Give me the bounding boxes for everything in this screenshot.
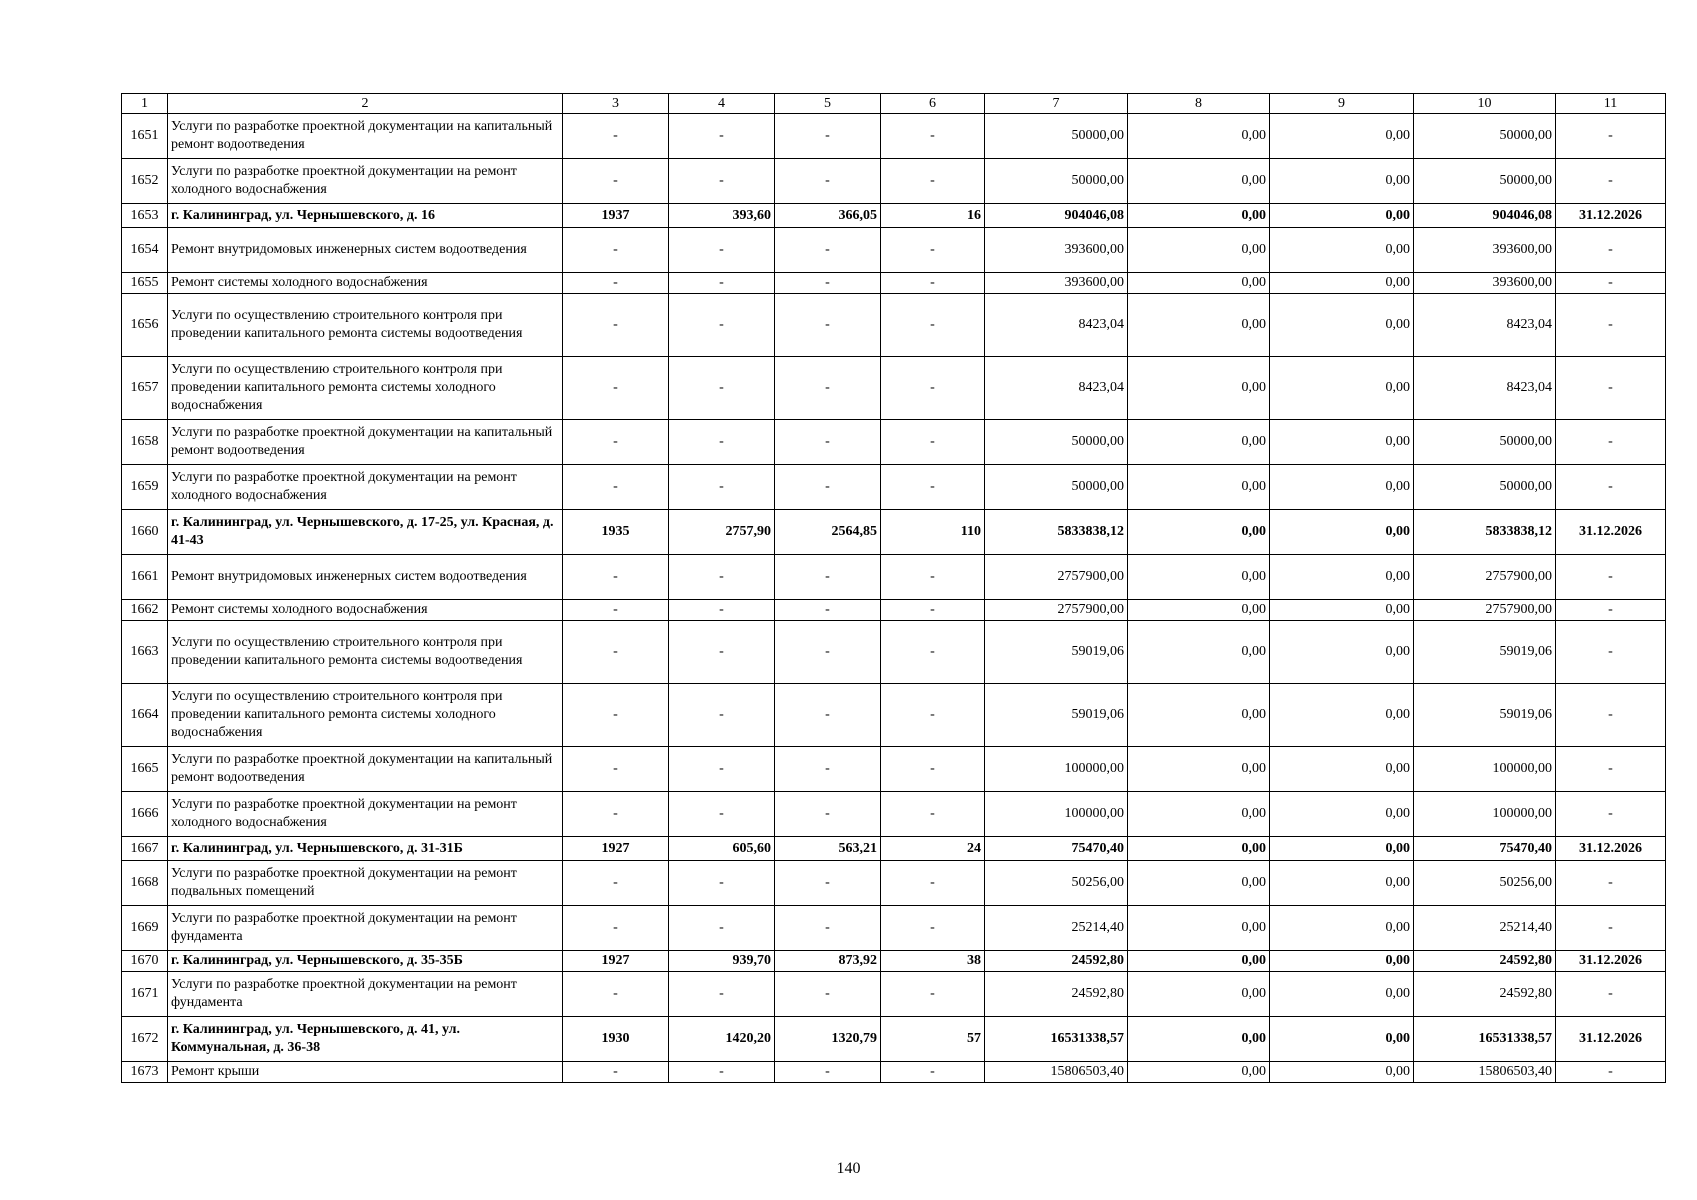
budget-cost-cell: 0,00: [1270, 600, 1414, 621]
year-cell: 1927: [563, 951, 669, 972]
total-cost-cell: 393600,00: [985, 228, 1128, 273]
budget-cost-cell: 0,00: [1270, 792, 1414, 837]
row-number-cell: 1658: [122, 420, 168, 465]
fund-cost-cell: 0,00: [1128, 510, 1270, 555]
owner-cost-cell: 50000,00: [1414, 114, 1556, 159]
area-cell: -: [669, 465, 775, 510]
work-description-cell: Услуги по осуществлению строительного контроля при проведении капитального ремонта системы холодного водоснабжения: [168, 357, 563, 420]
budget-cost-cell: 0,00: [1270, 906, 1414, 951]
area-cell: -: [669, 114, 775, 159]
residents-cell: 38: [881, 951, 985, 972]
total-cost-cell: 100000,00: [985, 747, 1128, 792]
total-cost-cell: 393600,00: [985, 273, 1128, 294]
total-cost-cell: 16531338,57: [985, 1017, 1128, 1062]
living-area-cell: -: [775, 294, 881, 357]
deadline-cell: -: [1556, 465, 1666, 510]
total-cost-cell: 59019,06: [985, 684, 1128, 747]
address-row: [122, 951, 1666, 972]
column-number-header-row: [122, 94, 1666, 114]
address-cell: г. Калининград, ул. Чернышевского, д. 41, ул. Коммунальная, д. 36-38: [168, 1017, 563, 1062]
year-cell: -: [563, 420, 669, 465]
residents-cell: -: [881, 294, 985, 357]
residents-cell: -: [881, 273, 985, 294]
work-description-cell: Услуги по разработке проектной документации на ремонт фундамента: [168, 972, 563, 1017]
area-cell: -: [669, 159, 775, 204]
area-cell: -: [669, 1062, 775, 1083]
budget-cost-cell: 0,00: [1270, 861, 1414, 906]
work-item-row: [122, 420, 1666, 465]
deadline-cell: 31.12.2026: [1556, 837, 1666, 861]
year-cell: -: [563, 465, 669, 510]
work-description-cell: Услуги по разработке проектной документации на капитальный ремонт водоотведения: [168, 114, 563, 159]
area-cell: -: [669, 906, 775, 951]
living-area-cell: 2564,85: [775, 510, 881, 555]
fund-cost-cell: 0,00: [1128, 861, 1270, 906]
residents-cell: -: [881, 600, 985, 621]
living-area-cell: -: [775, 273, 881, 294]
row-number-cell: 1664: [122, 684, 168, 747]
residents-cell: -: [881, 972, 985, 1017]
column-header: 5: [775, 94, 881, 114]
residents-cell: -: [881, 357, 985, 420]
year-cell: -: [563, 357, 669, 420]
row-number-cell: 1671: [122, 972, 168, 1017]
living-area-cell: 366,05: [775, 204, 881, 228]
total-cost-cell: 8423,04: [985, 294, 1128, 357]
deadline-cell: -: [1556, 357, 1666, 420]
work-item-row: [122, 159, 1666, 204]
total-cost-cell: 24592,80: [985, 951, 1128, 972]
repair-program-table: [121, 93, 1666, 1083]
residents-cell: -: [881, 114, 985, 159]
fund-cost-cell: 0,00: [1128, 159, 1270, 204]
work-description-cell: Ремонт крыши: [168, 1062, 563, 1083]
living-area-cell: 563,21: [775, 837, 881, 861]
residents-cell: -: [881, 228, 985, 273]
owner-cost-cell: 24592,80: [1414, 972, 1556, 1017]
column-header: 10: [1414, 94, 1556, 114]
owner-cost-cell: 50000,00: [1414, 159, 1556, 204]
column-header: 11: [1556, 94, 1666, 114]
deadline-cell: -: [1556, 228, 1666, 273]
page-number: 140: [836, 1160, 861, 1177]
work-item-row: [122, 861, 1666, 906]
year-cell: 1927: [563, 837, 669, 861]
deadline-cell: -: [1556, 600, 1666, 621]
owner-cost-cell: 50256,00: [1414, 861, 1556, 906]
total-cost-cell: 50000,00: [985, 114, 1128, 159]
living-area-cell: -: [775, 906, 881, 951]
total-cost-cell: 50000,00: [985, 159, 1128, 204]
row-number-cell: 1666: [122, 792, 168, 837]
living-area-cell: -: [775, 972, 881, 1017]
deadline-cell: -: [1556, 159, 1666, 204]
work-item-row: [122, 465, 1666, 510]
address-row: [122, 1017, 1666, 1062]
address-row: [122, 510, 1666, 555]
total-cost-cell: 75470,40: [985, 837, 1128, 861]
living-area-cell: 1320,79: [775, 1017, 881, 1062]
address-cell: г. Калининград, ул. Чернышевского, д. 35-35Б: [168, 951, 563, 972]
budget-cost-cell: 0,00: [1270, 273, 1414, 294]
fund-cost-cell: 0,00: [1128, 600, 1270, 621]
column-header: 2: [168, 94, 563, 114]
address-cell: г. Калининград, ул. Чернышевского, д. 17-25, ул. Красная, д. 41-43: [168, 510, 563, 555]
living-area-cell: -: [775, 114, 881, 159]
year-cell: -: [563, 294, 669, 357]
residents-cell: 16: [881, 204, 985, 228]
fund-cost-cell: 0,00: [1128, 747, 1270, 792]
living-area-cell: -: [775, 555, 881, 600]
year-cell: 1930: [563, 1017, 669, 1062]
living-area-cell: -: [775, 420, 881, 465]
budget-cost-cell: 0,00: [1270, 465, 1414, 510]
budget-cost-cell: 0,00: [1270, 510, 1414, 555]
area-cell: -: [669, 861, 775, 906]
row-number-cell: 1651: [122, 114, 168, 159]
column-header: 4: [669, 94, 775, 114]
residents-cell: 110: [881, 510, 985, 555]
budget-cost-cell: 0,00: [1270, 747, 1414, 792]
total-cost-cell: 904046,08: [985, 204, 1128, 228]
fund-cost-cell: 0,00: [1128, 273, 1270, 294]
column-header: 6: [881, 94, 985, 114]
living-area-cell: -: [775, 465, 881, 510]
total-cost-cell: 2757900,00: [985, 600, 1128, 621]
deadline-cell: -: [1556, 684, 1666, 747]
area-cell: -: [669, 792, 775, 837]
row-number-cell: 1656: [122, 294, 168, 357]
budget-cost-cell: 0,00: [1270, 684, 1414, 747]
work-description-cell: Услуги по разработке проектной документации на ремонт подвальных помещений: [168, 861, 563, 906]
area-cell: 939,70: [669, 951, 775, 972]
area-cell: -: [669, 600, 775, 621]
row-number-cell: 1659: [122, 465, 168, 510]
fund-cost-cell: 0,00: [1128, 1062, 1270, 1083]
address-cell: г. Калининград, ул. Чернышевского, д. 16: [168, 204, 563, 228]
budget-cost-cell: 0,00: [1270, 204, 1414, 228]
area-cell: -: [669, 621, 775, 684]
work-item-row: [122, 684, 1666, 747]
budget-cost-cell: 0,00: [1270, 1017, 1414, 1062]
area-cell: -: [669, 228, 775, 273]
budget-cost-cell: 0,00: [1270, 420, 1414, 465]
work-item-row: [122, 621, 1666, 684]
work-description-cell: Услуги по разработке проектной документации на капитальный ремонт водоотведения: [168, 747, 563, 792]
living-area-cell: 873,92: [775, 951, 881, 972]
residents-cell: -: [881, 420, 985, 465]
work-description-cell: Услуги по разработке проектной документации на ремонт холодного водоснабжения: [168, 792, 563, 837]
column-header: 9: [1270, 94, 1414, 114]
owner-cost-cell: 50000,00: [1414, 465, 1556, 510]
deadline-cell: -: [1556, 555, 1666, 600]
total-cost-cell: 2757900,00: [985, 555, 1128, 600]
living-area-cell: -: [775, 1062, 881, 1083]
owner-cost-cell: 2757900,00: [1414, 600, 1556, 621]
budget-cost-cell: 0,00: [1270, 1062, 1414, 1083]
year-cell: -: [563, 792, 669, 837]
residents-cell: 24: [881, 837, 985, 861]
row-number-cell: 1670: [122, 951, 168, 972]
work-description-cell: Ремонт внутридомовых инженерных систем водоотведения: [168, 555, 563, 600]
deadline-cell: -: [1556, 621, 1666, 684]
fund-cost-cell: 0,00: [1128, 114, 1270, 159]
year-cell: -: [563, 861, 669, 906]
column-header: 1: [122, 94, 168, 114]
owner-cost-cell: 8423,04: [1414, 357, 1556, 420]
fund-cost-cell: 0,00: [1128, 204, 1270, 228]
residents-cell: -: [881, 684, 985, 747]
total-cost-cell: 59019,06: [985, 621, 1128, 684]
fund-cost-cell: 0,00: [1128, 1017, 1270, 1062]
row-number-cell: 1660: [122, 510, 168, 555]
area-cell: 2757,90: [669, 510, 775, 555]
row-number-cell: 1663: [122, 621, 168, 684]
fund-cost-cell: 0,00: [1128, 792, 1270, 837]
owner-cost-cell: 393600,00: [1414, 228, 1556, 273]
year-cell: -: [563, 684, 669, 747]
work-item-row: [122, 1062, 1666, 1083]
budget-cost-cell: 0,00: [1270, 837, 1414, 861]
work-item-row: [122, 600, 1666, 621]
total-cost-cell: 100000,00: [985, 792, 1128, 837]
owner-cost-cell: 8423,04: [1414, 294, 1556, 357]
total-cost-cell: 8423,04: [985, 357, 1128, 420]
row-number-cell: 1665: [122, 747, 168, 792]
total-cost-cell: 24592,80: [985, 972, 1128, 1017]
row-number-cell: 1661: [122, 555, 168, 600]
area-cell: 1420,20: [669, 1017, 775, 1062]
living-area-cell: -: [775, 228, 881, 273]
owner-cost-cell: 25214,40: [1414, 906, 1556, 951]
address-cell: г. Калининград, ул. Чернышевского, д. 31-31Б: [168, 837, 563, 861]
budget-cost-cell: 0,00: [1270, 294, 1414, 357]
budget-cost-cell: 0,00: [1270, 972, 1414, 1017]
work-item-row: [122, 273, 1666, 294]
owner-cost-cell: 904046,08: [1414, 204, 1556, 228]
year-cell: 1935: [563, 510, 669, 555]
fund-cost-cell: 0,00: [1128, 837, 1270, 861]
year-cell: -: [563, 228, 669, 273]
total-cost-cell: 15806503,40: [985, 1062, 1128, 1083]
row-number-cell: 1669: [122, 906, 168, 951]
fund-cost-cell: 0,00: [1128, 420, 1270, 465]
area-cell: -: [669, 273, 775, 294]
work-item-row: [122, 357, 1666, 420]
column-header: 8: [1128, 94, 1270, 114]
year-cell: -: [563, 972, 669, 1017]
row-number-cell: 1654: [122, 228, 168, 273]
column-header: 3: [563, 94, 669, 114]
area-cell: -: [669, 357, 775, 420]
total-cost-cell: 5833838,12: [985, 510, 1128, 555]
budget-cost-cell: 0,00: [1270, 159, 1414, 204]
total-cost-cell: 25214,40: [985, 906, 1128, 951]
area-cell: -: [669, 555, 775, 600]
fund-cost-cell: 0,00: [1128, 951, 1270, 972]
column-header: 7: [985, 94, 1128, 114]
budget-cost-cell: 0,00: [1270, 951, 1414, 972]
deadline-cell: -: [1556, 294, 1666, 357]
budget-cost-cell: 0,00: [1270, 555, 1414, 600]
owner-cost-cell: 24592,80: [1414, 951, 1556, 972]
row-number-cell: 1657: [122, 357, 168, 420]
owner-cost-cell: 59019,06: [1414, 684, 1556, 747]
owner-cost-cell: 50000,00: [1414, 420, 1556, 465]
deadline-cell: 31.12.2026: [1556, 1017, 1666, 1062]
deadline-cell: 31.12.2026: [1556, 951, 1666, 972]
row-number-cell: 1668: [122, 861, 168, 906]
deadline-cell: -: [1556, 747, 1666, 792]
living-area-cell: -: [775, 684, 881, 747]
year-cell: -: [563, 906, 669, 951]
residents-cell: -: [881, 906, 985, 951]
area-cell: -: [669, 294, 775, 357]
living-area-cell: -: [775, 621, 881, 684]
deadline-cell: -: [1556, 792, 1666, 837]
residents-cell: -: [881, 465, 985, 510]
year-cell: -: [563, 555, 669, 600]
owner-cost-cell: 75470,40: [1414, 837, 1556, 861]
row-number-cell: 1667: [122, 837, 168, 861]
fund-cost-cell: 0,00: [1128, 555, 1270, 600]
residents-cell: -: [881, 621, 985, 684]
budget-cost-cell: 0,00: [1270, 114, 1414, 159]
fund-cost-cell: 0,00: [1128, 357, 1270, 420]
residents-cell: -: [881, 159, 985, 204]
row-number-cell: 1652: [122, 159, 168, 204]
row-number-cell: 1673: [122, 1062, 168, 1083]
area-cell: -: [669, 972, 775, 1017]
owner-cost-cell: 2757900,00: [1414, 555, 1556, 600]
living-area-cell: -: [775, 861, 881, 906]
work-item-row: [122, 228, 1666, 273]
living-area-cell: -: [775, 747, 881, 792]
fund-cost-cell: 0,00: [1128, 465, 1270, 510]
work-description-cell: Ремонт внутридомовых инженерных систем водоотведения: [168, 228, 563, 273]
total-cost-cell: 50000,00: [985, 465, 1128, 510]
area-cell: 393,60: [669, 204, 775, 228]
year-cell: -: [563, 159, 669, 204]
deadline-cell: -: [1556, 972, 1666, 1017]
living-area-cell: -: [775, 600, 881, 621]
work-item-row: [122, 792, 1666, 837]
work-item-row: [122, 555, 1666, 600]
row-number-cell: 1653: [122, 204, 168, 228]
row-number-cell: 1672: [122, 1017, 168, 1062]
owner-cost-cell: 16531338,57: [1414, 1017, 1556, 1062]
deadline-cell: -: [1556, 1062, 1666, 1083]
area-cell: -: [669, 747, 775, 792]
deadline-cell: -: [1556, 861, 1666, 906]
budget-cost-cell: 0,00: [1270, 357, 1414, 420]
fund-cost-cell: 0,00: [1128, 621, 1270, 684]
owner-cost-cell: 100000,00: [1414, 792, 1556, 837]
residents-cell: -: [881, 555, 985, 600]
year-cell: -: [563, 1062, 669, 1083]
deadline-cell: -: [1556, 906, 1666, 951]
deadline-cell: -: [1556, 273, 1666, 294]
work-description-cell: Услуги по разработке проектной документации на ремонт холодного водоснабжения: [168, 159, 563, 204]
work-description-cell: Услуги по разработке проектной документации на капитальный ремонт водоотведения: [168, 420, 563, 465]
residents-cell: 57: [881, 1017, 985, 1062]
owner-cost-cell: 393600,00: [1414, 273, 1556, 294]
area-cell: 605,60: [669, 837, 775, 861]
area-cell: -: [669, 420, 775, 465]
work-description-cell: Ремонт системы холодного водоснабжения: [168, 273, 563, 294]
budget-cost-cell: 0,00: [1270, 621, 1414, 684]
work-description-cell: Услуги по разработке проектной документации на ремонт холодного водоснабжения: [168, 465, 563, 510]
fund-cost-cell: 0,00: [1128, 972, 1270, 1017]
work-description-cell: Услуги по осуществлению строительного контроля при проведении капитального ремонта системы водоотведения: [168, 294, 563, 357]
total-cost-cell: 50256,00: [985, 861, 1128, 906]
year-cell: -: [563, 600, 669, 621]
work-item-row: [122, 906, 1666, 951]
area-cell: -: [669, 684, 775, 747]
deadline-cell: -: [1556, 114, 1666, 159]
row-number-cell: 1662: [122, 600, 168, 621]
owner-cost-cell: 15806503,40: [1414, 1062, 1556, 1083]
owner-cost-cell: 59019,06: [1414, 621, 1556, 684]
row-number-cell: 1655: [122, 273, 168, 294]
fund-cost-cell: 0,00: [1128, 228, 1270, 273]
fund-cost-cell: 0,00: [1128, 684, 1270, 747]
living-area-cell: -: [775, 792, 881, 837]
deadline-cell: -: [1556, 420, 1666, 465]
year-cell: 1937: [563, 204, 669, 228]
work-description-cell: Ремонт системы холодного водоснабжения: [168, 600, 563, 621]
residents-cell: -: [881, 861, 985, 906]
total-cost-cell: 50000,00: [985, 420, 1128, 465]
work-item-row: [122, 114, 1666, 159]
work-item-row: [122, 972, 1666, 1017]
year-cell: -: [563, 114, 669, 159]
deadline-cell: 31.12.2026: [1556, 510, 1666, 555]
year-cell: -: [563, 621, 669, 684]
work-item-row: [122, 294, 1666, 357]
work-description-cell: Услуги по осуществлению строительного контроля при проведении капитального ремонта системы холодного водоснабжения: [168, 684, 563, 747]
owner-cost-cell: 100000,00: [1414, 747, 1556, 792]
residents-cell: -: [881, 747, 985, 792]
work-item-row: [122, 747, 1666, 792]
fund-cost-cell: 0,00: [1128, 294, 1270, 357]
address-row: [122, 204, 1666, 228]
living-area-cell: -: [775, 159, 881, 204]
residents-cell: -: [881, 792, 985, 837]
year-cell: -: [563, 747, 669, 792]
work-description-cell: Услуги по разработке проектной документации на ремонт фундамента: [168, 906, 563, 951]
address-row: [122, 837, 1666, 861]
deadline-cell: 31.12.2026: [1556, 204, 1666, 228]
living-area-cell: -: [775, 357, 881, 420]
residents-cell: -: [881, 1062, 985, 1083]
fund-cost-cell: 0,00: [1128, 906, 1270, 951]
year-cell: -: [563, 273, 669, 294]
owner-cost-cell: 5833838,12: [1414, 510, 1556, 555]
work-description-cell: Услуги по осуществлению строительного контроля при проведении капитального ремонта системы водоотведения: [168, 621, 563, 684]
budget-cost-cell: 0,00: [1270, 228, 1414, 273]
